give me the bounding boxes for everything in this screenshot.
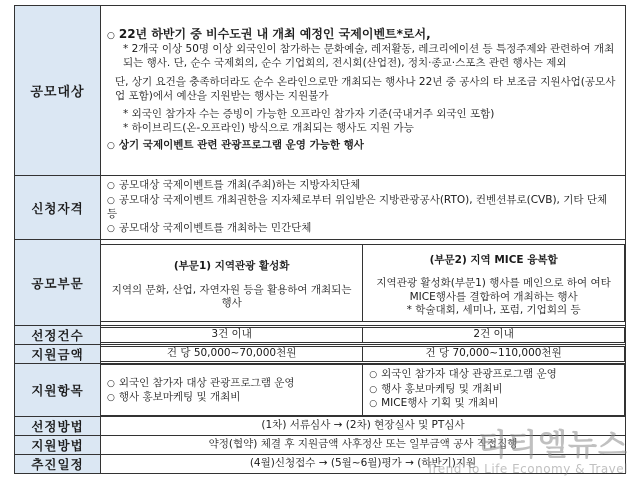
circle-bullet-icon: ○ (107, 393, 115, 404)
schedule-value: (4월)신청접수 → (5월~6월)평가 → (하반기)지원 (101, 454, 626, 473)
row-method (15, 416, 626, 435)
items-left (101, 365, 363, 416)
items-right-2: ○ 행사 홍보마케팅 및 개최비 (369, 382, 503, 395)
items-right-1: ○ 외국인 참가자 대상 관광프로그램 운영 (369, 368, 557, 380)
category-right-title: (부문2) 지역 MICE 융복합 (429, 253, 558, 266)
row-eligibility (15, 6, 626, 176)
eligibility-head: ○ 22년 하반기 중 비수도권 내 개최 예정인 국제이벤트*로서, (107, 26, 431, 41)
label-amount: 지원금액 (15, 345, 101, 364)
eligibility-foot: ○ 상기 국제이벤트 관련 관광프로그램 운영 가능한 행사 (107, 139, 364, 151)
qualification-line-1: ○ 공모대상 국제이벤트를 개최(주최)하는 지방자치단체 (107, 179, 361, 191)
amount-right: 건 당 70,000~110,000천원 (363, 347, 625, 362)
label-count: 선정건수 (15, 326, 101, 345)
qualification-line-2: ○ 공모대상 국제이벤트 개최권한을 지자체로부터 위임받은 지방관광공사(RTO), 컨벤션뷰로(CVB), 기타 단체 등 (107, 193, 608, 220)
eligibility-note-2: * 외국인 참가자 수는 증빙이 가능한 오프라인 참가자 기준(국내거주 외국인 포함) (123, 108, 495, 120)
label-eligibility: 공모대상 (15, 6, 101, 176)
row-items (15, 364, 626, 417)
row-schedule (15, 454, 626, 473)
label-method: 선정방법 (15, 416, 101, 435)
support-method-value: 약정(협약) 체결 후 지원금액 사후정산 또는 일부금액 공사 직접집행 (101, 435, 626, 454)
items-right-3: ○ MICE행사 기획 및 개최비 (369, 397, 499, 409)
qualification-line-3: ○ 공모대상 국제이벤트를 개최하는 민간단체 (107, 221, 312, 234)
circle-bullet-icon: ○ (369, 384, 378, 395)
row-amount (15, 345, 626, 364)
notice-table (14, 5, 626, 474)
category-right-desc: 지역관광 활성화(부문1) 행사를 메인으로 하여 여타 MICE행사를 결합하여 개최하는 행사 (376, 277, 611, 303)
circle-bullet-icon: ○ (107, 141, 115, 151)
category-left-title: (부문1) 지역관광 활성화 (173, 260, 290, 273)
count-left: 3건 이내 (101, 328, 363, 343)
circle-bullet-icon: ○ (107, 195, 115, 206)
category-cell (101, 240, 626, 326)
category-left (101, 244, 363, 321)
label-items: 지원항목 (15, 364, 101, 417)
items-cell (101, 364, 626, 417)
label-category: 공모부문 (15, 240, 101, 326)
watermark-tagline: Trend To Life Economy & Travel (426, 462, 628, 476)
items-left-2: ○ 행사 홍보마케팅 및 개최비 (107, 391, 241, 404)
row-qualification (15, 176, 626, 240)
circle-bullet-icon: ○ (107, 181, 115, 191)
category-left-desc: 지역의 문화, 산업, 자연자원 등을 활용하여 개최되는 행사 (111, 283, 352, 310)
label-support-method: 지원방법 (15, 435, 101, 454)
amount-cell (101, 345, 626, 364)
eligibility-note-3: * 하이브리드(온-오프라인) 방식으로 개최되는 행사도 지원 가능 (123, 121, 414, 134)
circle-bullet-icon: ○ (107, 223, 115, 234)
count-right: 2건 이내 (363, 328, 625, 343)
row-count (15, 326, 626, 345)
items-right (363, 365, 625, 416)
circle-bullet-icon: ○ (107, 30, 115, 41)
eligibility-note-1: * 2개국 이상 50명 이상 외국인이 참가하는 문화예술, 레저활동, 레크리에이션 등 특정주제와 관련하여 개최되는 행사. 단, 순수 국제회의, 순수 기업회의, 전시회(산업전), 정치·종교·스포츠 관련 행사는 제외 (123, 43, 615, 69)
method-value: (1차) 서류심사 → (2차) 현장실사 및 PT심사 (101, 416, 626, 435)
category-split (101, 244, 625, 322)
watermark-brand: 티티엘뉴스 (478, 428, 628, 463)
label-schedule: 추진일정 (15, 454, 101, 473)
category-right (363, 244, 625, 321)
items-left-1: ○ 외국인 참가자 대상 관광프로그램 운영 (107, 376, 295, 389)
eligibility-paragraph: 단, 상기 요건을 충족하더라도 순수 온라인으로만 개최되는 행사나 22년 중 공사의 타 보조금 지원사업(공모사업 포함)에서 예산을 지원받는 행사는 지원불가 (115, 76, 616, 102)
row-support-method (15, 435, 626, 454)
circle-bullet-icon: ○ (369, 399, 378, 409)
circle-bullet-icon: ○ (369, 370, 378, 380)
circle-bullet-icon: ○ (107, 378, 115, 389)
row-category (15, 240, 626, 326)
count-cell (101, 326, 626, 345)
qualification-cell (101, 176, 626, 240)
amount-left: 건 당 50,000~70,000천원 (101, 347, 363, 362)
category-right-note: * 학술대회, 세미나, 포럼, 기업회의 등 (406, 304, 581, 316)
eligibility-cell (101, 6, 626, 176)
label-qualification: 신청자격 (15, 176, 101, 240)
